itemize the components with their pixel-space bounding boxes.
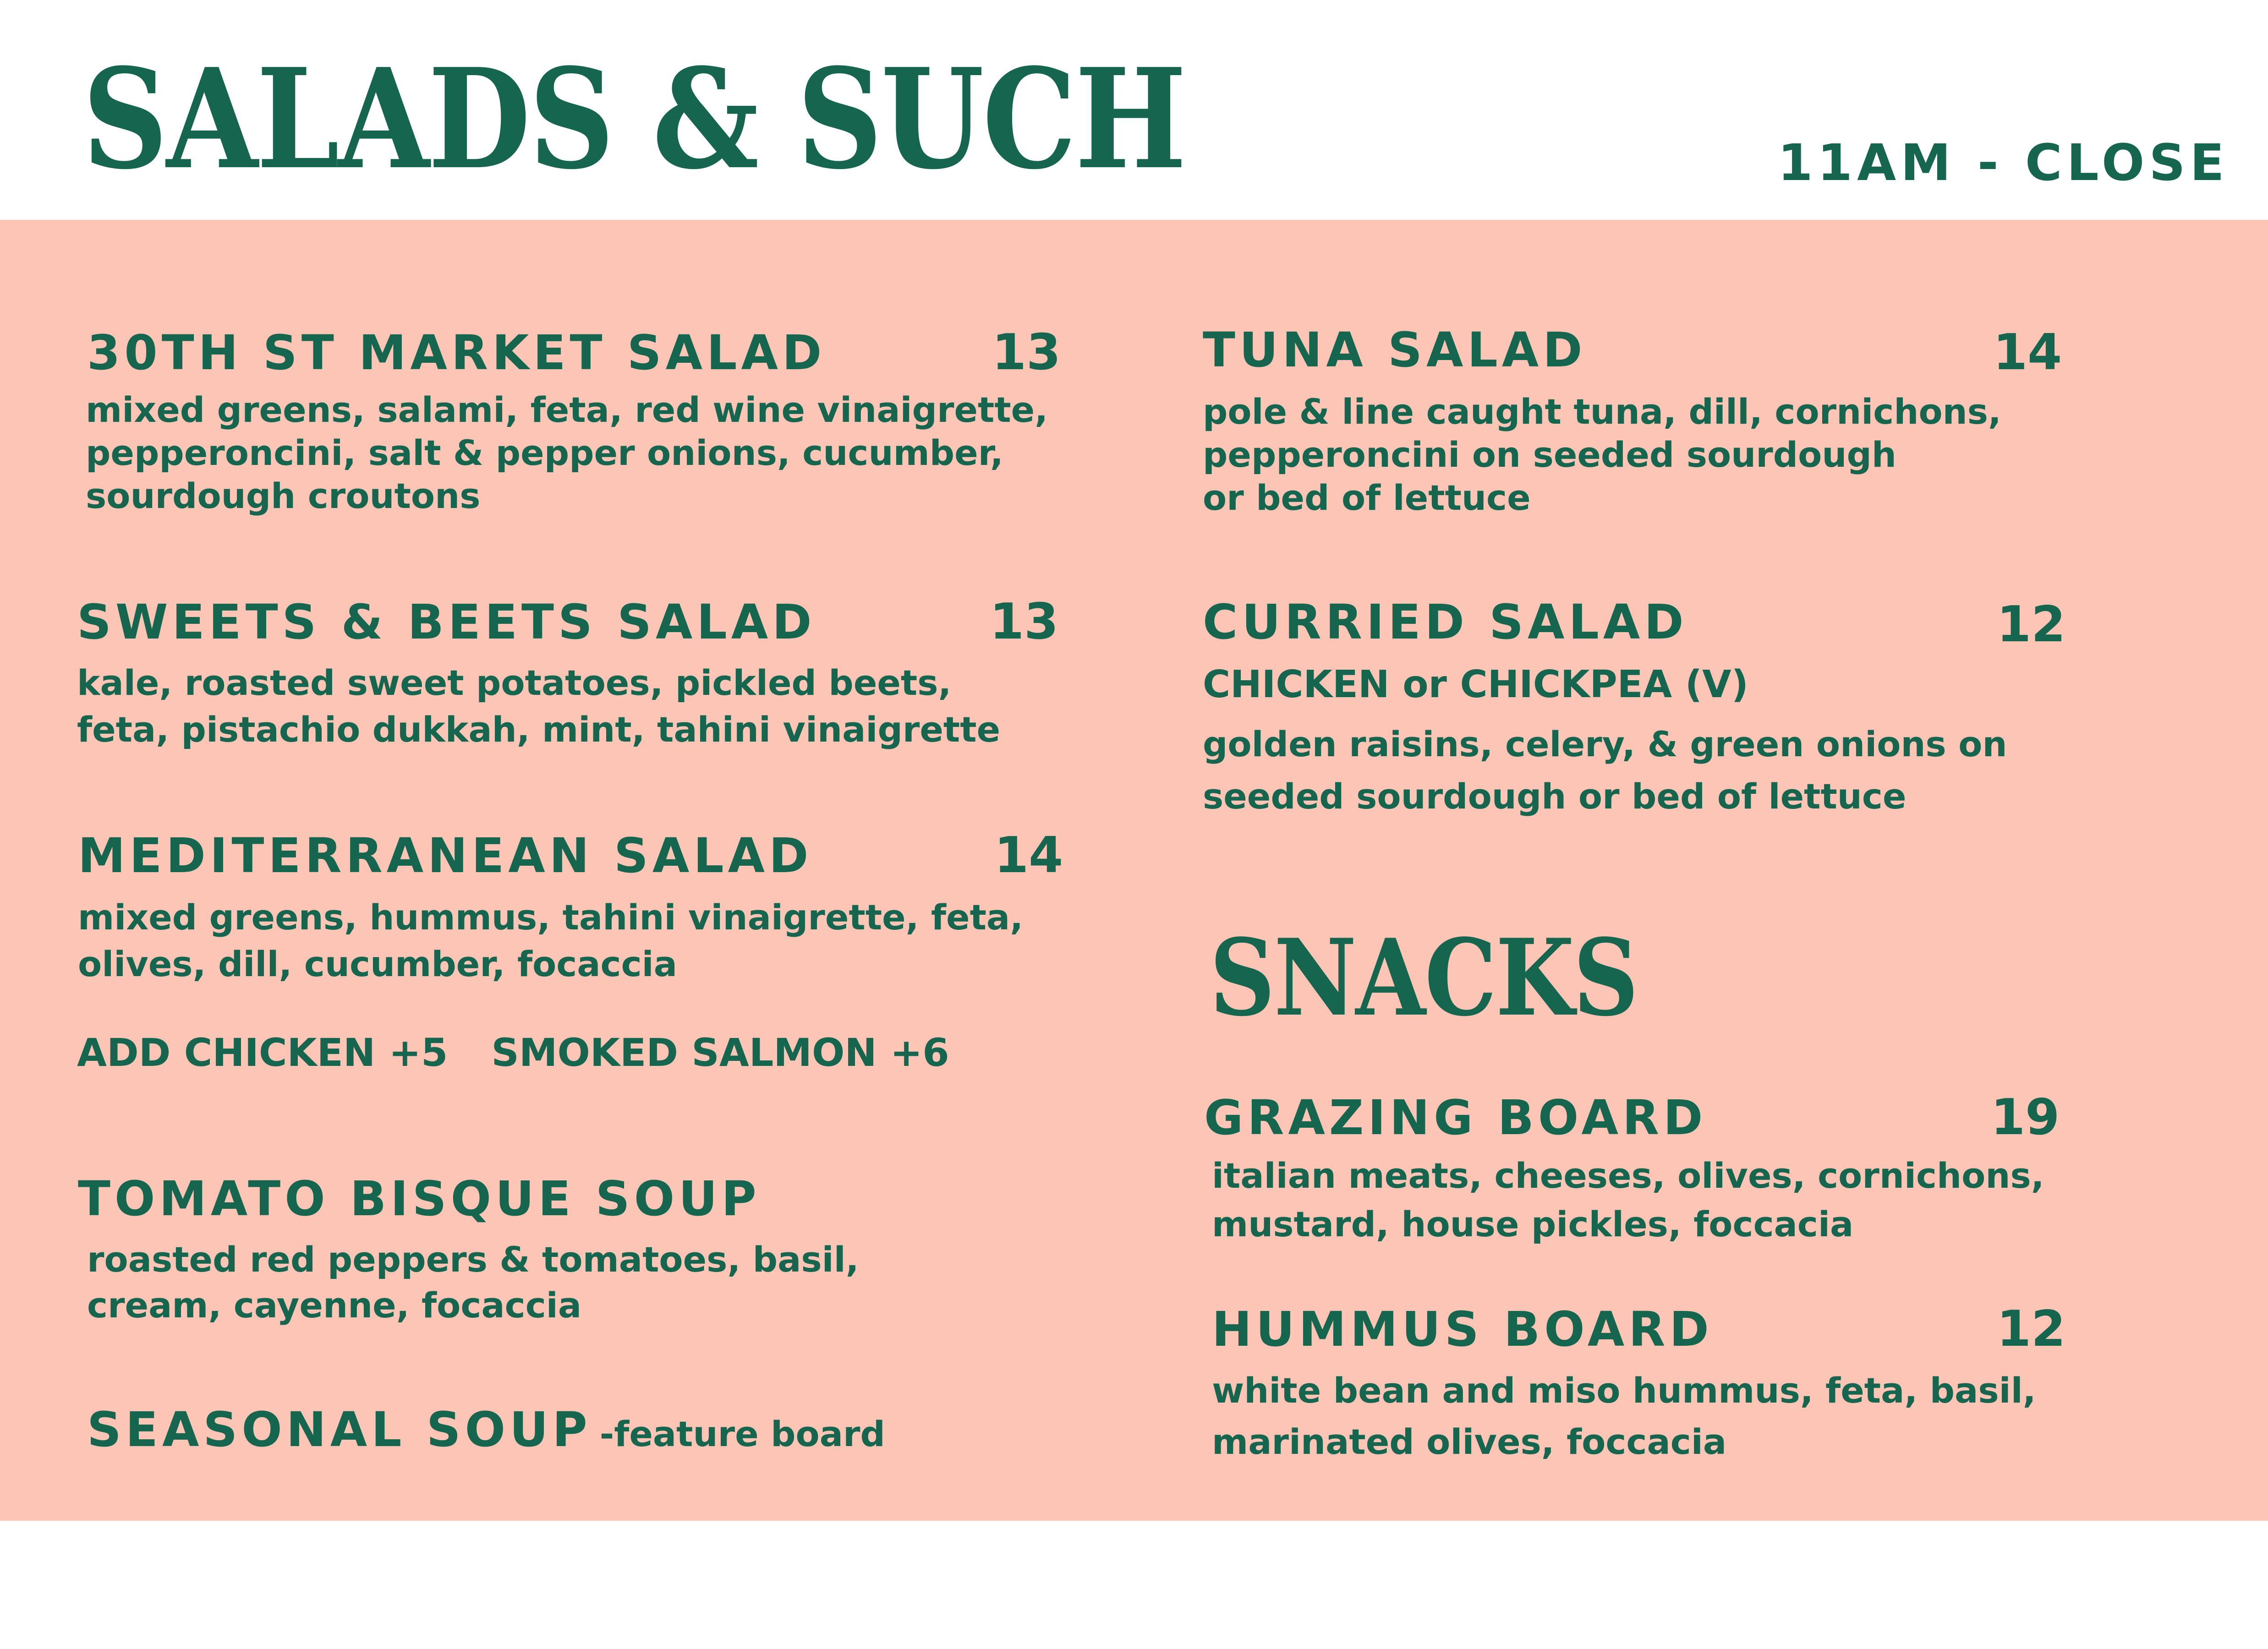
description-line: pepperoncini, salt & pepper onions, cucumber, [86, 432, 1003, 473]
description-line: white bean and miso hummus, feta, basil, [1212, 1370, 2036, 1411]
description-line: olives, dill, cucumber, focaccia [78, 944, 677, 984]
item-price-sweets-beets-salad: 13 [990, 593, 1059, 650]
add-on-smoked-salmon: SMOKED SALMON +6 [491, 1030, 949, 1075]
description-line: pole & line caught tuna, dill, cornichons, [1203, 391, 2001, 432]
add-ons-line [77, 1030, 949, 1076]
item-description-30th-st-market-salad [86, 388, 1048, 518]
item-name-seasonal-soup: SEASONAL SOUP [87, 1402, 592, 1458]
item-price-mediterranean-salad: 14 [994, 827, 1063, 884]
menu-title: SALADS & SUCH [82, 38, 1185, 200]
description-line: feta, pistachio dukkah, mint, tahini vinaigrette [77, 709, 1001, 750]
item-description-curried-salad [1203, 718, 2007, 823]
item-description-tomato-bisque-soup [87, 1237, 859, 1328]
description-line: italian meats, cheeses, olives, cornichons, [1212, 1155, 2044, 1196]
item-price-grazing-board: 19 [1991, 1089, 2060, 1146]
description-line: sourdough croutons [86, 475, 481, 516]
item-description-sweets-beets-salad [77, 660, 1000, 753]
description-line: marinated olives, foccacia [1212, 1421, 1727, 1462]
item-name-tomato-bisque-soup: TOMATO BISQUE SOUP [78, 1171, 761, 1227]
snacks-heading: SNACKS [1210, 916, 1638, 1040]
item-name-tuna-salad: TUNA SALAD [1203, 322, 1587, 378]
description-line: golden raisins, celery, & green onions on [1203, 724, 2007, 764]
description-line: roasted red peppers & tomatoes, basil, [87, 1239, 859, 1280]
item-subtitle-curried-salad: CHICKEN or CHICKPEA (V) [1203, 663, 1749, 706]
item-name-sweets-beets-salad: SWEETS & BEETS SALAD [77, 594, 816, 650]
item-price-30th-st-market-salad: 13 [992, 324, 1061, 381]
description-line: kale, roasted sweet potatoes, pickled beets, [77, 662, 952, 703]
description-line: mixed greens, hummus, tahini vinaigrette, feta, [78, 897, 1024, 938]
item-name-curried-salad: CURRIED SALAD [1203, 594, 1688, 650]
description-line: mixed greens, salami, feta, red wine vinaigrette, [86, 389, 1048, 430]
item-description-grazing-board [1212, 1152, 2044, 1249]
item-name-hummus-board: HUMMUS BOARD [1212, 1301, 1713, 1357]
description-line: mustard, house pickles, foccacia [1212, 1204, 1854, 1245]
item-note-seasonal-soup: -feature board [599, 1414, 885, 1454]
add-on-chicken: ADD CHICKEN +5 [77, 1030, 448, 1075]
description-line: seeded sourdough or bed of lettuce [1203, 776, 1906, 817]
item-seasonal-soup [87, 1402, 885, 1458]
hours-label: 11AM - CLOSE [1778, 133, 2229, 192]
description-line: pepperoncini on seeded sourdough [1203, 434, 1896, 475]
description-line: cream, cayenne, focaccia [87, 1285, 582, 1326]
item-name-mediterranean-salad: MEDITERRANEAN SALAD [78, 828, 813, 884]
item-description-tuna-salad [1203, 390, 2001, 519]
item-description-mediterranean-salad [78, 894, 1023, 988]
item-name-30th-st-market-salad: 30TH ST MARKET SALAD [87, 325, 826, 381]
item-price-hummus-board: 12 [1997, 1300, 2066, 1358]
description-line: or bed of lettuce [1203, 477, 1531, 518]
item-price-tuna-salad: 14 [1993, 324, 2062, 381]
item-name-grazing-board: GRAZING BOARD [1204, 1090, 1707, 1146]
item-description-hummus-board [1212, 1365, 2036, 1468]
item-price-curried-salad: 12 [1997, 596, 2066, 653]
